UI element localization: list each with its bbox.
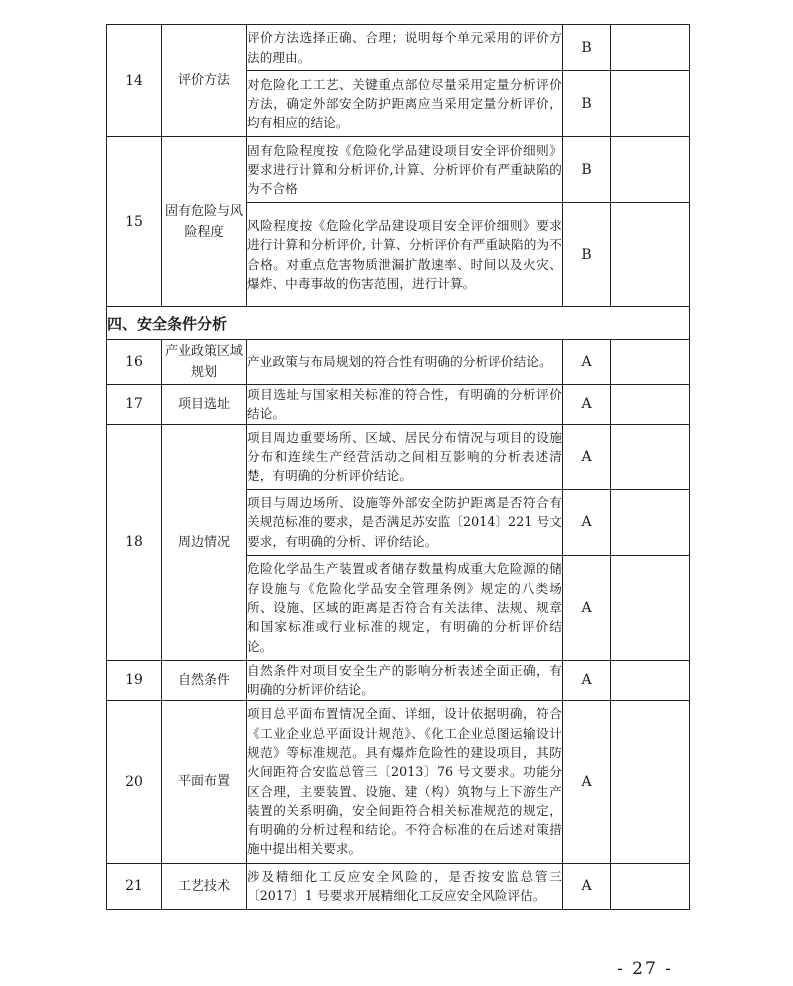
requirement-text: 危险化学品生产装置或者储存数量构成重大危险源的储存设施与《危险化学品安全管理条例》规定的八类场所、设施、区域的距离是否符合有关法律、法规、规章和国家标准或行业标准的规定，有明确的分析评价结论。 — [247, 555, 563, 660]
table-row — [107, 385, 690, 425]
remark-cell — [611, 489, 690, 555]
requirement-text: 项目选址与国家相关标准的符合性，有明确的分析评价结论。 — [247, 385, 563, 425]
grade-cell: A — [563, 385, 611, 425]
remark-cell — [611, 137, 690, 203]
requirement-text: 自然条件对项目安全生产的影响分析表述全面正确，有明确的分析评价结论。 — [247, 660, 563, 700]
remark-cell — [611, 340, 690, 385]
grade-cell: A — [563, 340, 611, 385]
remark-cell — [611, 660, 690, 700]
grade-cell: B — [563, 137, 611, 203]
section-header-row — [107, 307, 690, 340]
remark-cell — [611, 25, 690, 71]
row-number: 20 — [107, 700, 162, 863]
table-row — [107, 340, 690, 385]
row-number: 15 — [107, 137, 162, 307]
remark-cell — [611, 71, 690, 137]
row-number: 16 — [107, 340, 162, 385]
requirement-text: 评价方法选择正确、合理；说明每个单元采用的评价方法的理由。 — [247, 25, 563, 71]
grade-cell: B — [563, 203, 611, 307]
requirement-text: 项目周边重要场所、区域、居民分布情况与项目的设施分布和连续生产经营活动之间相互影响的分析表述清楚，有明确的分析评价结论。 — [247, 424, 563, 489]
grade-cell: A — [563, 489, 611, 555]
item-name: 自然条件 — [162, 660, 247, 700]
remark-cell — [611, 424, 690, 489]
item-name: 产业政策区域规划 — [162, 340, 247, 385]
requirement-text: 涉及精细化工反应安全风险的，是否按安监总管三〔2017〕1 号要求开展精细化工反应安全风险评估。 — [247, 863, 563, 909]
requirement-text: 风险程度按《危险化学品建设项目安全评价细则》要求进行计算和分析评价, 计算、分析评价有严重缺陷的为不合格。对重点危害物质泄漏扩散速率、时间以及火灾、爆炸、中毒事故的伤害范围，进行计算。 — [247, 203, 563, 307]
row-number: 17 — [107, 385, 162, 425]
section-title: 四、安全条件分析 — [107, 307, 690, 340]
table-row — [107, 137, 690, 203]
page-number: - 27 - — [617, 959, 673, 979]
row-number: 18 — [107, 424, 162, 660]
grade-cell: A — [563, 700, 611, 863]
row-number: 19 — [107, 660, 162, 700]
remark-cell — [611, 385, 690, 425]
table-row — [107, 25, 690, 71]
grade-cell: A — [563, 660, 611, 700]
grade-cell: B — [563, 25, 611, 71]
requirement-text: 产业政策与布局规划的符合性有明确的分析评价结论。 — [247, 340, 563, 385]
item-name: 评价方法 — [162, 25, 247, 137]
table-row — [107, 660, 690, 700]
grade-cell: A — [563, 863, 611, 909]
requirement-text: 固有危险程度按《危险化学品建设项目安全评价细则》要求进行计算和分析评价,计算、分析评价有严重缺陷的为不合格 — [247, 137, 563, 203]
grade-cell: A — [563, 555, 611, 660]
remark-cell — [611, 700, 690, 863]
item-name: 工艺技术 — [162, 863, 247, 909]
row-number: 14 — [107, 25, 162, 137]
grade-cell: A — [563, 424, 611, 489]
grade-cell: B — [563, 71, 611, 137]
item-name: 固有危险与风险程度 — [162, 137, 247, 307]
requirement-text: 对危险化工工艺、关键重点部位尽量采用定量分析评价方法，确定外部安全防护距离应当采用定量分析评价，均有相应的结论。 — [247, 71, 563, 137]
table-row — [107, 863, 690, 909]
table-row — [107, 700, 690, 863]
row-number: 21 — [107, 863, 162, 909]
requirement-text: 项目与周边场所、设施等外部安全防护距离是否符合有关规范标准的要求，是否满足苏安监〔2014〕221 号文要求，有明确的分析、评价结论。 — [247, 489, 563, 555]
remark-cell — [611, 555, 690, 660]
requirement-text: 项目总平面布置情况全面、详细，设计依据明确，符合《工业企业总平面设计规范》、《化工企业总图运输设计规范》等标准规范。具有爆炸危险性的建设项目，其防火间距符合安监总管三〔2013〕76 号文要求。功能分区合理，主要装置、设施、建（构）筑物与上下游生产装置的关系明确，安全间距符合相关标准规范的规定，有明确的分析过程和结论。不符合标准的在后述对策措施中提出相关要求。 — [247, 700, 563, 863]
table-row — [107, 424, 690, 489]
evaluation-checklist-table — [106, 24, 690, 910]
item-name: 项目选址 — [162, 385, 247, 425]
item-name: 周边情况 — [162, 424, 247, 660]
remark-cell — [611, 863, 690, 909]
remark-cell — [611, 203, 690, 307]
item-name: 平面布置 — [162, 700, 247, 863]
